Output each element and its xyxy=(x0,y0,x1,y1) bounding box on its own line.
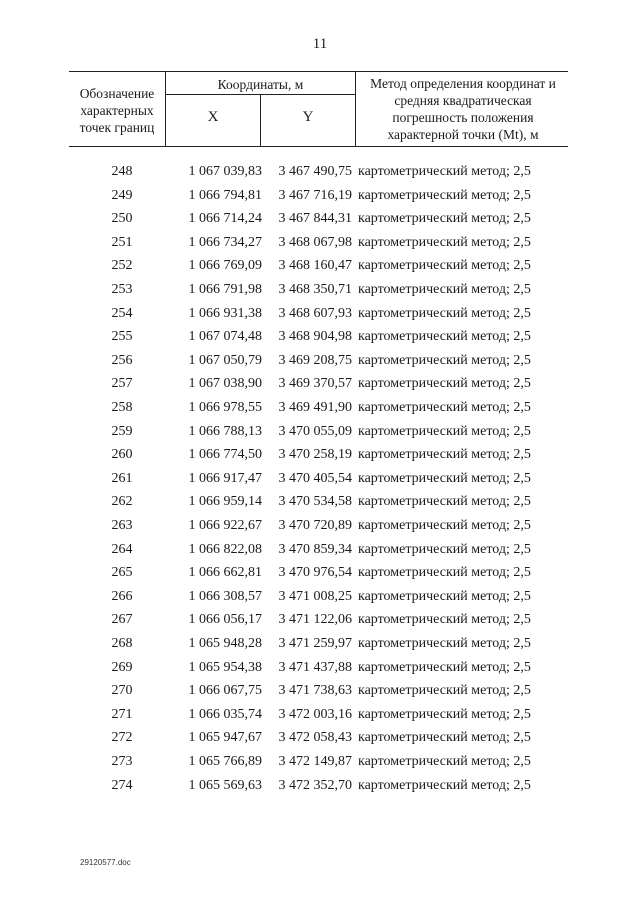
method-cell: картометрический метод; 2,5 xyxy=(358,305,531,321)
coord-x-cell: 1 066 056,17 xyxy=(188,612,262,628)
coord-y-cell: 3 469 370,57 xyxy=(278,376,352,392)
method-cell: картометрический метод; 2,5 xyxy=(358,730,531,746)
table-row xyxy=(0,184,640,208)
point-id-cell: 267 xyxy=(111,612,133,628)
coord-y-cell: 3 472 003,16 xyxy=(278,706,352,722)
coord-y-cell: 3 471 008,25 xyxy=(278,588,352,604)
coord-y-cell: 3 470 405,54 xyxy=(278,470,352,486)
method-cell: картометрический метод; 2,5 xyxy=(358,612,531,628)
header-col-id: Обозначение характерных точек границ xyxy=(79,86,155,135)
point-id-cell: 262 xyxy=(111,494,133,510)
point-id-cell: 252 xyxy=(111,258,133,274)
coord-x-cell: 1 066 035,74 xyxy=(188,706,262,722)
point-id-cell: 268 xyxy=(111,636,133,651)
method-cell: картометрический метод; 2,5 xyxy=(358,282,531,297)
method-cell: картометрический метод; 2,5 xyxy=(358,777,531,793)
coord-x-cell: 1 066 959,14 xyxy=(188,494,262,510)
coord-y-cell: 3 471 437,88 xyxy=(278,659,352,675)
point-id-cell: 251 xyxy=(111,234,133,250)
header-col-coords: Координаты, м xyxy=(217,77,304,92)
table-row xyxy=(0,467,640,491)
coord-y-cell: 3 467 716,19 xyxy=(278,187,352,203)
coord-x-cell: 1 066 662,81 xyxy=(188,565,262,581)
coord-x-cell: 1 066 978,55 xyxy=(188,400,262,415)
table-row xyxy=(0,585,640,609)
coord-y-cell: 3 468 350,71 xyxy=(278,282,352,297)
point-id-cell: 265 xyxy=(111,565,133,581)
point-id-cell: 249 xyxy=(111,187,133,203)
coord-x-cell: 1 067 074,48 xyxy=(188,329,262,345)
point-id-cell: 254 xyxy=(111,305,133,321)
method-cell: картометрический метод; 2,5 xyxy=(358,447,531,463)
header-top-rule xyxy=(69,71,568,72)
point-id-cell: 263 xyxy=(111,518,133,533)
coord-x-cell: 1 065 569,63 xyxy=(188,777,262,793)
table-row xyxy=(0,349,640,373)
coord-x-cell: 1 066 734,27 xyxy=(188,234,262,250)
method-cell: картометрический метод; 2,5 xyxy=(358,541,531,557)
coord-x-cell: 1 066 714,24 xyxy=(188,211,262,227)
method-cell: картометрический метод; 2,5 xyxy=(358,494,531,510)
coord-y-cell: 3 467 844,31 xyxy=(278,211,352,227)
coord-y-cell: 3 470 859,34 xyxy=(278,541,352,557)
point-id-cell: 273 xyxy=(111,754,133,769)
coord-y-cell: 3 472 352,70 xyxy=(278,777,352,793)
method-cell: картометрический метод; 2,5 xyxy=(358,636,531,651)
coord-y-cell: 3 470 055,09 xyxy=(278,423,352,439)
method-cell: картометрический метод; 2,5 xyxy=(358,258,531,274)
coord-x-cell: 1 066 794,81 xyxy=(188,187,262,203)
table-row xyxy=(0,443,640,467)
table-row xyxy=(0,656,640,680)
coord-x-cell: 1 066 788,13 xyxy=(188,423,262,439)
coord-y-cell: 3 467 490,75 xyxy=(278,164,352,179)
coord-y-cell: 3 468 067,98 xyxy=(278,234,352,250)
method-cell: картометрический метод; 2,5 xyxy=(358,376,531,392)
method-cell: картометрический метод; 2,5 xyxy=(358,234,531,250)
method-cell: картометрический метод; 2,5 xyxy=(358,754,531,769)
point-id-cell: 272 xyxy=(111,730,133,746)
point-id-cell: 264 xyxy=(111,541,133,557)
table-row xyxy=(0,561,640,585)
method-cell: картометрический метод; 2,5 xyxy=(358,659,531,675)
table-row xyxy=(0,160,640,184)
point-id-cell: 259 xyxy=(111,423,133,439)
table-row xyxy=(0,703,640,727)
coord-y-cell: 3 470 720,89 xyxy=(278,518,352,533)
coord-x-cell: 1 067 039,83 xyxy=(188,164,262,179)
coord-x-cell: 1 065 947,67 xyxy=(188,730,262,746)
table-row xyxy=(0,325,640,349)
footer-doc-code: 29120577.doc xyxy=(80,858,131,867)
point-id-cell: 248 xyxy=(111,164,133,179)
point-id-cell: 253 xyxy=(111,282,133,297)
point-id-cell: 250 xyxy=(111,211,133,227)
table-row xyxy=(0,231,640,255)
method-cell: картометрический метод; 2,5 xyxy=(358,706,531,722)
point-id-cell: 266 xyxy=(111,588,133,604)
point-id-cell: 274 xyxy=(111,777,133,793)
point-id-cell: 269 xyxy=(111,659,133,675)
table-row xyxy=(0,726,640,750)
coord-y-cell: 3 468 607,93 xyxy=(278,305,352,321)
coord-y-cell: 3 468 904,98 xyxy=(278,329,352,345)
coord-y-cell: 3 471 122,06 xyxy=(278,612,352,628)
table-row xyxy=(0,608,640,632)
table-row xyxy=(0,396,640,420)
coord-y-cell: 3 470 534,58 xyxy=(278,494,352,510)
method-cell: картометрический метод; 2,5 xyxy=(358,329,531,345)
header-col-method: Метод определения координат и средняя квадратическая погрешность положения характерной точки (Mt), м xyxy=(370,76,556,142)
method-cell: картометрический метод; 2,5 xyxy=(358,588,531,604)
point-id-cell: 261 xyxy=(111,470,133,486)
coord-x-cell: 1 066 922,67 xyxy=(188,518,262,533)
coord-y-cell: 3 470 258,19 xyxy=(278,447,352,463)
method-cell: картометрический метод; 2,5 xyxy=(358,211,531,227)
table-row xyxy=(0,538,640,562)
coord-y-cell: 3 471 259,97 xyxy=(278,636,352,651)
coord-x-cell: 1 066 308,57 xyxy=(188,588,262,604)
point-id-cell: 258 xyxy=(111,400,133,415)
point-id-cell: 260 xyxy=(111,447,133,463)
table-row xyxy=(0,278,640,302)
method-cell: картометрический метод; 2,5 xyxy=(358,423,531,439)
method-cell: картометрический метод; 2,5 xyxy=(358,683,531,699)
header-vline-3 xyxy=(355,71,356,146)
coord-x-cell: 1 065 948,28 xyxy=(188,636,262,651)
coord-y-cell: 3 468 160,47 xyxy=(278,258,352,274)
coord-x-cell: 1 066 917,47 xyxy=(188,470,262,486)
table-row xyxy=(0,774,640,798)
coord-x-cell: 1 066 931,38 xyxy=(188,305,262,321)
table-row xyxy=(0,254,640,278)
coord-y-cell: 3 469 491,90 xyxy=(278,400,352,415)
table-row xyxy=(0,420,640,444)
coord-x-cell: 1 066 769,09 xyxy=(188,258,262,274)
table-row xyxy=(0,750,640,774)
header-col-y: Y xyxy=(302,109,314,125)
coord-y-cell: 3 472 058,43 xyxy=(278,730,352,746)
coord-x-cell: 1 066 774,50 xyxy=(188,447,262,463)
point-id-cell: 255 xyxy=(111,329,133,345)
header-bottom-rule xyxy=(69,146,568,147)
page-number: 11 xyxy=(312,36,328,52)
point-id-cell: 256 xyxy=(111,352,133,368)
table-row xyxy=(0,514,640,538)
header-col-x: X xyxy=(207,109,219,125)
table-row xyxy=(0,632,640,656)
coord-x-cell: 1 066 791,98 xyxy=(188,282,262,297)
method-cell: картометрический метод; 2,5 xyxy=(358,400,531,415)
point-id-cell: 257 xyxy=(111,376,133,392)
table-row xyxy=(0,679,640,703)
table-row xyxy=(0,372,640,396)
point-id-cell: 270 xyxy=(111,683,133,699)
table-row xyxy=(0,490,640,514)
coord-x-cell: 1 067 038,90 xyxy=(188,376,262,392)
method-cell: картометрический метод; 2,5 xyxy=(358,518,531,533)
coord-x-cell: 1 066 067,75 xyxy=(188,683,262,699)
coord-y-cell: 3 472 149,87 xyxy=(278,754,352,769)
method-cell: картометрический метод; 2,5 xyxy=(358,470,531,486)
method-cell: картометрический метод; 2,5 xyxy=(358,352,531,368)
table-row xyxy=(0,302,640,326)
coord-y-cell: 3 471 738,63 xyxy=(278,683,352,699)
coord-x-cell: 1 067 050,79 xyxy=(188,352,262,368)
method-cell: картометрический метод; 2,5 xyxy=(358,164,531,179)
coord-y-cell: 3 469 208,75 xyxy=(278,352,352,368)
coord-x-cell: 1 066 822,08 xyxy=(188,541,262,557)
coord-x-cell: 1 065 954,38 xyxy=(188,659,262,675)
point-id-cell: 271 xyxy=(111,706,133,722)
coord-x-cell: 1 065 766,89 xyxy=(188,754,262,769)
table-row xyxy=(0,207,640,231)
method-cell: картометрический метод; 2,5 xyxy=(358,565,531,581)
coord-y-cell: 3 470 976,54 xyxy=(278,565,352,581)
method-cell: картометрический метод; 2,5 xyxy=(358,187,531,203)
